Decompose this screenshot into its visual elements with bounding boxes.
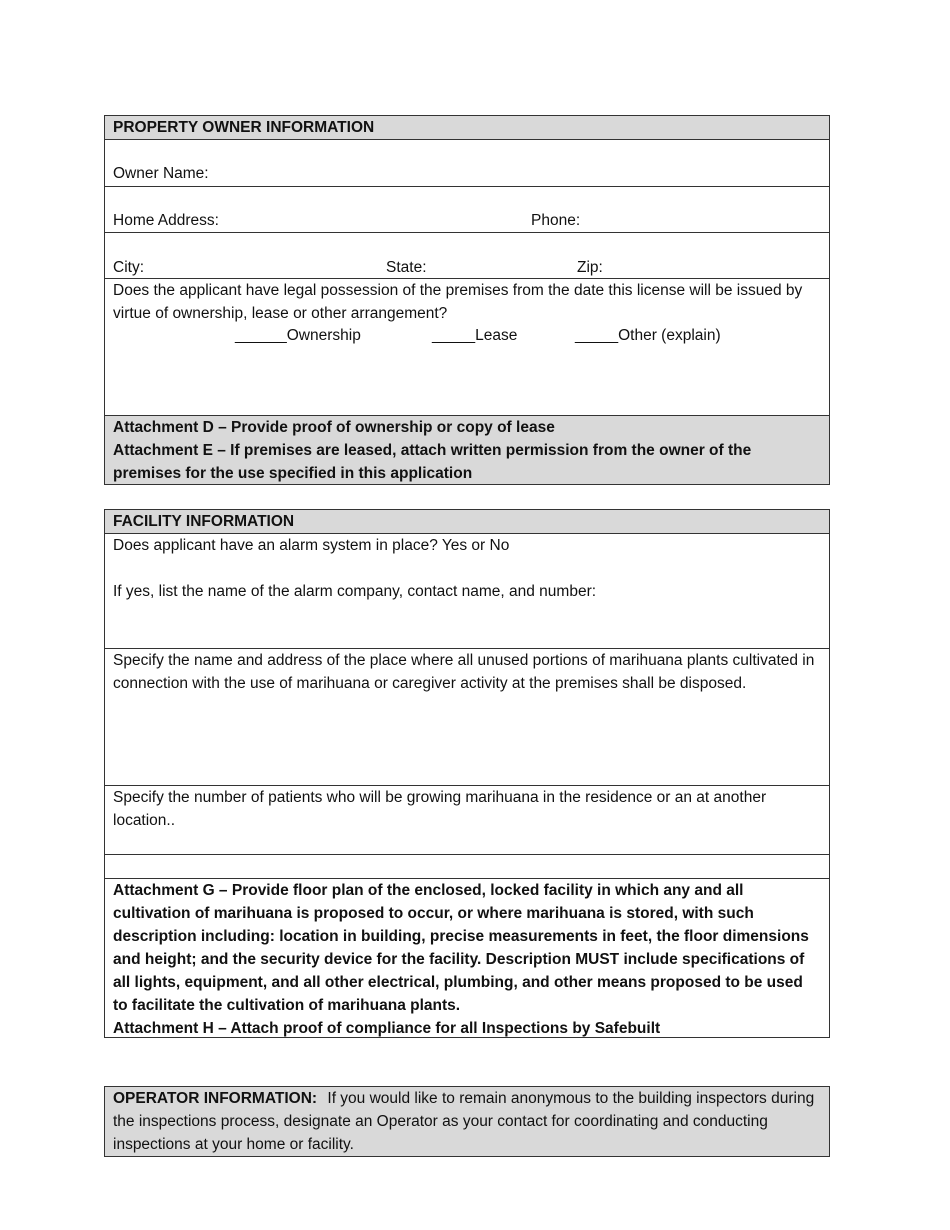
- disposal-row: [105, 649, 829, 786]
- property-owner-header: [105, 116, 829, 140]
- owner-name-label: Owner Name:: [113, 165, 209, 182]
- patients-question: Specify the number of patients who will be growing marihuana in the residence or an at another location..: [113, 789, 767, 829]
- city-label: City:: [113, 259, 144, 276]
- facility-table: [104, 509, 830, 1038]
- disposal-question: Specify the name and address of the place where all unused portions of marihuana plants cultivated in connection with the use of marihuana or caregiver activity at the premises shall be disposed.: [113, 652, 815, 692]
- attachment-gh-row: [105, 879, 829, 1038]
- property-owner-table: [104, 115, 830, 485]
- other-option[interactable]: _____Other (explain): [575, 327, 721, 344]
- alarm-row: [105, 534, 829, 649]
- attachment-d-text: Attachment D – Provide proof of ownership or copy of lease: [113, 419, 555, 436]
- possession-row: [105, 279, 829, 416]
- ownership-option[interactable]: ______Ownership: [235, 327, 361, 344]
- operator-description: If you would like to remain anonymous to the building inspectors during the inspections process, designate an Operator as your contact for coordinating and conducting inspections at your home or facility.: [113, 1090, 815, 1153]
- attachment-h-text: Attachment H – Attach proof of compliance for all Inspections by Safebuilt: [113, 1020, 661, 1037]
- home-address-label: Home Address:: [113, 212, 219, 229]
- alarm-company-prompt: If yes, list the name of the alarm company, contact name, and number:: [113, 583, 597, 600]
- home-address-row: [105, 187, 829, 233]
- attachment-e-text: Attachment E – If premises are leased, attach written permission from the owner of the premises for the use specified in this application: [113, 442, 752, 482]
- operator-row: [105, 1087, 829, 1157]
- city-state-zip-row: [105, 233, 829, 279]
- owner-name-row: [105, 140, 829, 187]
- alarm-question: Does applicant have an alarm system in place? Yes or No: [113, 537, 510, 554]
- operator-header: OPERATOR INFORMATION:: [113, 1090, 318, 1107]
- facility-header-text: FACILITY INFORMATION: [113, 513, 295, 530]
- zip-label: Zip:: [577, 259, 603, 276]
- attachment-g-text: Attachment G – Provide floor plan of the enclosed, locked facility in which any and all cultivation of marihuana is proposed to occur, or where marihuana is stored, with such description including: location in building, precise measurements in feet, the floor dimensions and height; and the security device for the facility. Description MUST include specifications of all lights, equipment, and all other electrical, plumbing, and other means proposed to be used to facilitate the cultivation of marihuana plants.: [113, 882, 809, 1014]
- patients-row: [105, 786, 829, 855]
- facility-header: [105, 510, 829, 534]
- operator-table: [104, 1086, 830, 1157]
- blank-row: [105, 855, 829, 879]
- property-owner-header-text: PROPERTY OWNER INFORMATION: [113, 119, 375, 136]
- phone-label: Phone:: [531, 212, 581, 229]
- lease-option[interactable]: _____Lease: [432, 327, 518, 344]
- possession-question: Does the applicant have legal possession of the premises from the date this license will be issued by virtue of ownership, lease or other arrangement?: [113, 282, 803, 322]
- attachment-de-row: [105, 416, 829, 485]
- state-label: State:: [386, 259, 427, 276]
